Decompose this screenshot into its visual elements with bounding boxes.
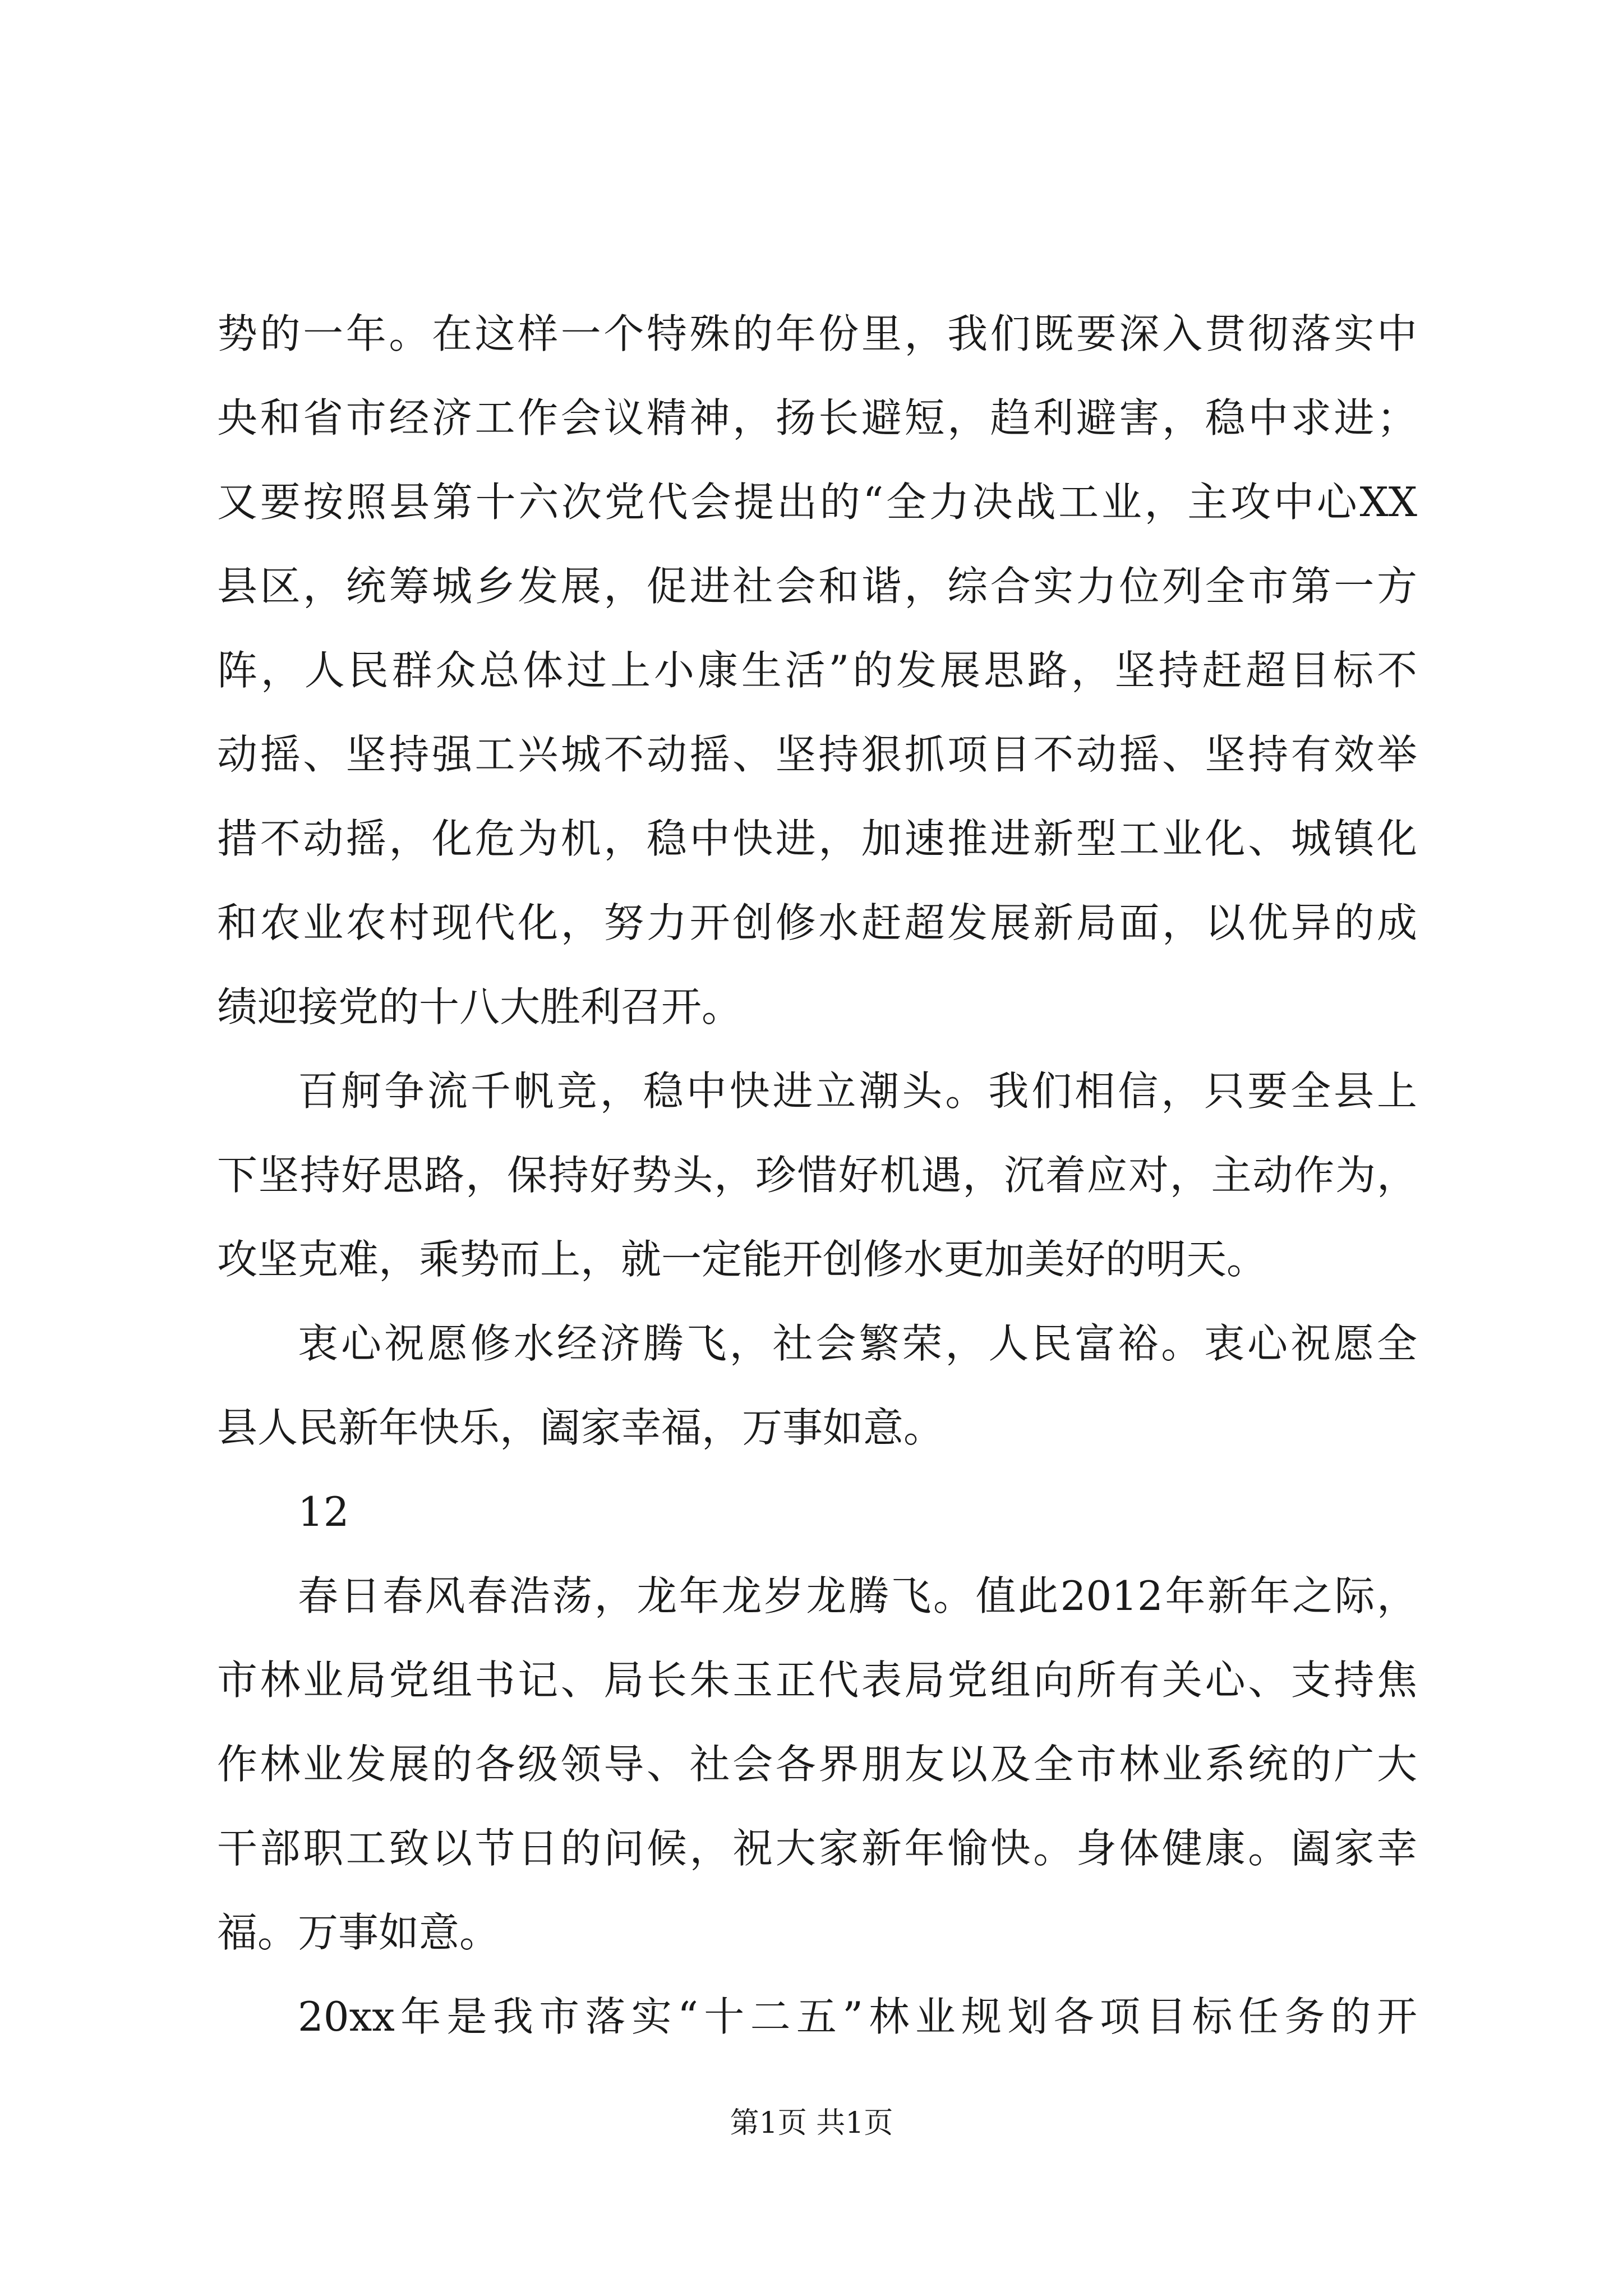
text-line: 央和省市经济工作会议精神，扬长避短，趋利避害，稳中求进；: [217, 394, 1417, 441]
page-footer: 第1页 共1页: [730, 2106, 893, 2140]
text-line: 攻坚克难，乘势而上，就一定能开创修水更加美好的明天。: [217, 1236, 1267, 1283]
text-line: 又要按照县第十六次党代会提出的“全力决战工业，主攻中心XX: [217, 478, 1417, 526]
text-line: 下坚持好思路，保持好势头，珍惜好机遇，沉着应对，主动作为，: [217, 1152, 1417, 1199]
paragraph-first-line: 20xx年是我市落实“十二五”林业规划各项目标任务的开: [298, 1993, 1417, 2040]
text-line: 作林业发展的各级领导、社会各界朋友以及全市林业系统的广大: [217, 1741, 1417, 1788]
section-number: 12: [298, 1488, 349, 1535]
text-line: 和农业农村现代化，努力开创修水赶超发展新局面，以优异的成: [217, 899, 1417, 946]
paragraph-first-line: 衷心祝愿修水经济腾飞，社会繁荣，人民富裕。衷心祝愿全: [298, 1320, 1417, 1367]
text-line: 市林业局党组书记、局长朱玉正代表局党组向所有关心、支持焦: [217, 1657, 1417, 1704]
text-line: 县区，统筹城乡发展，促进社会和谐，综合实力位列全市第一方: [217, 563, 1417, 610]
text-line: 绩迎接党的十八大胜利召开。: [217, 983, 743, 1030]
text-line: 势的一年。在这样一个特殊的年份里，我们既要深入贯彻落实中: [217, 310, 1417, 357]
paragraph-first-line: 百舸争流千帆竞，稳中快进立潮头。我们相信，只要全县上: [298, 1068, 1417, 1115]
text-line: 县人民新年快乐，阖家幸福，万事如意。: [217, 1404, 944, 1451]
text-line: 干部职工致以节日的问候，祝大家新年愉快。身体健康。阖家幸: [217, 1825, 1417, 1872]
text-line: 动摇、坚持强工兴城不动摇、坚持狠抓项目不动摇、坚持有效举: [217, 731, 1417, 778]
text-line: 阵，人民群众总体过上小康生活”的发展思路，坚持赶超目标不: [217, 647, 1417, 694]
paragraph-first-line: 春日春风春浩荡，龙年龙岁龙腾飞。值此2012年新年之际，: [298, 1572, 1417, 1619]
text-line: 福。万事如意。: [217, 1909, 500, 1956]
text-line: 措不动摇，化危为机，稳中快进，加速推进新型工业化、城镇化: [217, 815, 1417, 862]
